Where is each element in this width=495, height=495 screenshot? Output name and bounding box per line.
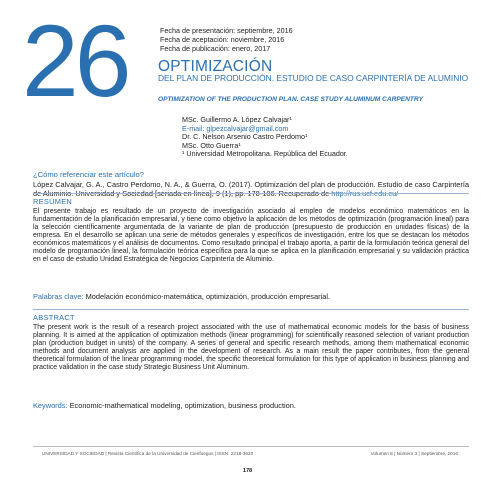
author-1: MSc. Guillermo A. López Calvajar¹: [182, 115, 292, 124]
author-affiliation: ¹ Universidad Metropolitana. República del Ecuador.: [182, 149, 348, 159]
footer-divider: [33, 446, 469, 447]
authors-block: [182, 116, 452, 159]
footer-volume: Volumen 8 | Número 3 | Septiembre, 2016: [370, 451, 458, 456]
date-submitted: Fecha de presentación: septiembre, 2016: [160, 26, 293, 35]
abstract-text: The present work is the result of a research project associated with the use of mathematical economic models for the basis of business planning. It is aimed at the application of optimization methods (linear programming) for scientifically reasoned selection of variant production plan (production budget in units) of the company. A series of general and specific research methods, among them mathematical economic methods and document analysis are applied in the development of research. As a main result the paper contributes, from the general theoretical formulation of the linear programming model, the specific theoretical formulation for this type of application in business planning and practice validation in the case study Strategic Business Unit Aluminum.: [33, 324, 469, 371]
citation-body: López Calvajar, G. A., Castro Perdomo, N. A., & Guerra, O. (2017). Optimización del plan de producción. Estudio de caso Carpintería de Aluminio. Universidad y Sociedad [seriada en línea], 9 (1), pp. 178-186. Recuperado de: [33, 180, 469, 198]
dates-block: [160, 26, 293, 53]
abstract-heading: ABSTRACT: [33, 313, 75, 322]
date-accepted: Fecha de aceptación: noviembre, 2016: [160, 35, 285, 44]
abstract-keywords: [33, 401, 469, 410]
citation-question: ¿Cómo referenciar este artículo?: [33, 170, 144, 179]
citation-text: [33, 181, 469, 199]
citation-link[interactable]: http://rus.ucf.edu.cu/: [331, 188, 399, 198]
resumen-keywords-value: Modelación económico-matemática, optimización, producción empresarial.: [85, 292, 331, 301]
footer-journal: UNIVERSIDAD Y SOCIEDAD | Revista Científica de la Universidad de Cienfuegos | ISSN: 2218-3620: [42, 451, 254, 456]
author-3: MSc. Otto Guerra¹: [182, 140, 241, 150]
article-title: OPTIMIZACIÓN: [158, 58, 273, 75]
resumen-keywords: [33, 292, 469, 301]
resumen-text: El presente trabajo es resultado de un proyecto de investigación asociado al empleo de modelos económico matemáticos en la fundamentación de la planificación empresarial, y tiene como objetivo la aplicación de los métodos de optimización (programación lineal) para la selección científicamente argumentada de la variante de plan de producción (presupuesto de producción en unidades físicas) de la empresa. En el desarrollo se aplican una serie de métodos generales y específicos de investigación, entre los que se destacan los métodos económicos matemáticos y el análisis de documentos. Como resultado principal el trabajo aporta, a partir de la formulación teórica general del modelo de programación lineal, la formulación teórica específica para la que se aplica en la planificación empresarial y su validación práctica en el caso de estudio Unidad Estratégica de Negocios Carpintería de Aluminio.: [33, 208, 469, 263]
date-published: Fecha de publicación: enero, 2017: [160, 44, 271, 53]
abstract-keywords-value: Economic-mathematical modeling, optimization, business production.: [69, 401, 296, 410]
author-email[interactable]: E-mail: glpezcalvajar@gmail.com: [182, 123, 289, 133]
footer: [42, 451, 458, 456]
abstract-keywords-label: Keywords:: [33, 401, 68, 410]
article-subtitle: DEL PLAN DE PRODUCCIÓN. ESTUDIO DE CASO CARPINTERÍA DE ALUMINIO: [158, 73, 469, 83]
resumen-heading: RESUMEN: [33, 197, 73, 206]
article-number: 26: [22, 4, 128, 118]
divider-abstract: [33, 309, 469, 310]
author-2: Dr. C. Nelson Arsenio Castro Perdomo¹: [182, 132, 308, 142]
page-number: 178: [242, 468, 253, 474]
divider-resumen: [33, 193, 469, 194]
article-english-title: OPTIMIZATION OF THE PRODUCTION PLAN. CASE STUDY ALUMINUM CARPENTRY: [158, 96, 423, 103]
resumen-keywords-label: Palabras clave:: [33, 292, 84, 301]
